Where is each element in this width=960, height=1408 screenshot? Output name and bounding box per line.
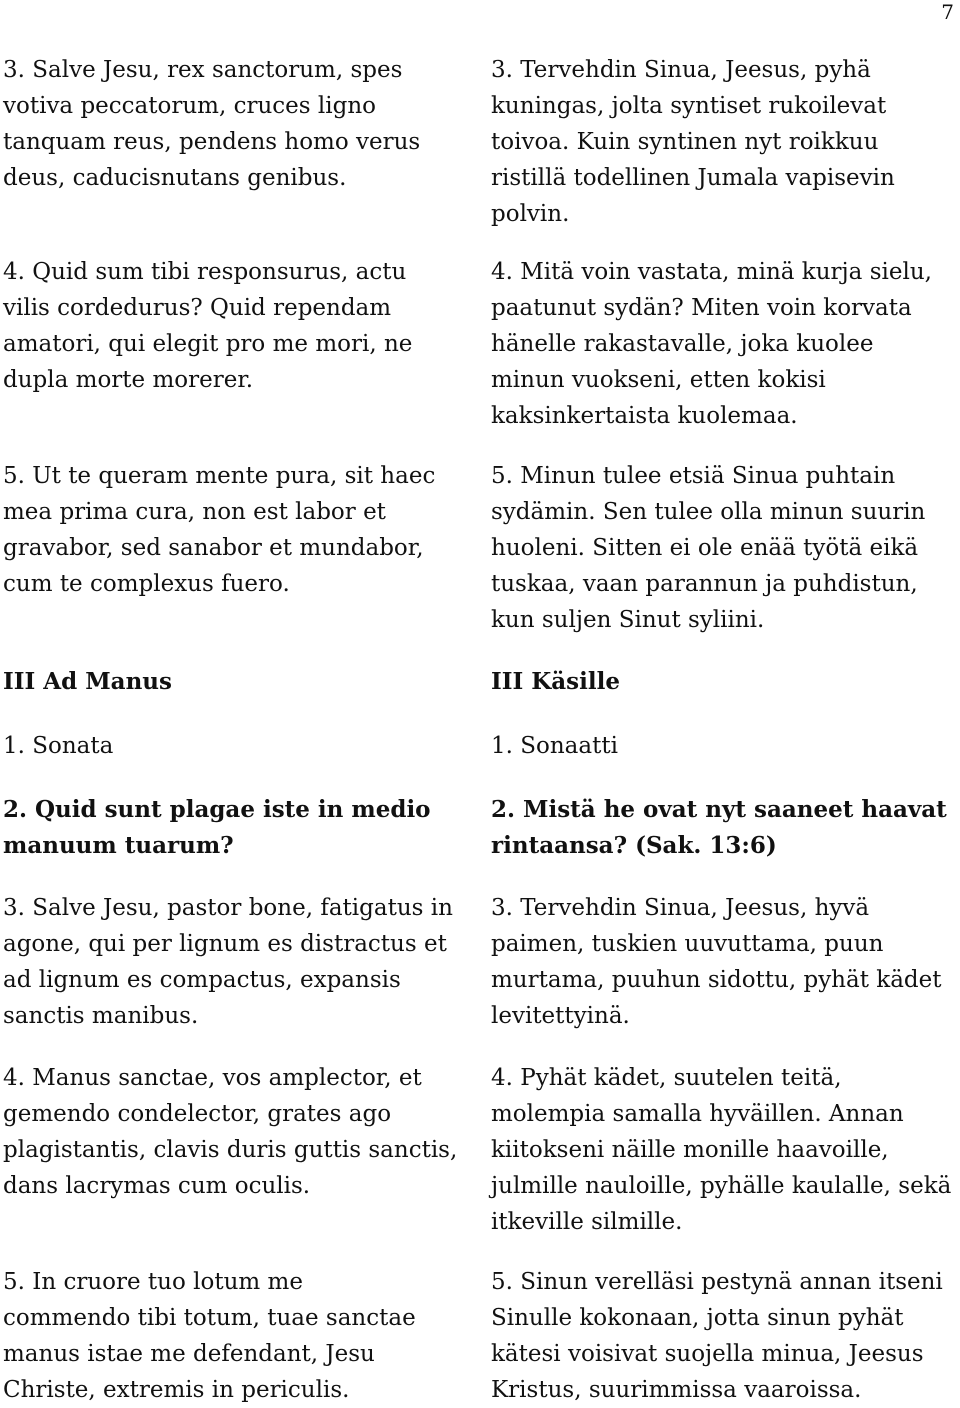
latin-stanza-4: 4. Quid sum tibi responsurus, actu vilis cordedurus? Quid rependam amatori, qui elegit pro me mori, ne dupla morte morerer.	[3, 259, 413, 393]
page-number: 7	[941, 0, 954, 24]
latin-section-heading: III Ad Manus	[3, 668, 172, 695]
finnish-stanza-2: 2. Mistä he ovat nyt saaneet haavat rintaansa? (Sak. 13:6)	[491, 796, 947, 859]
finnish-stanza-4b: 4. Pyhät kädet, suutelen teitä, molempia samalla hyväillen. Annan kiitokseni näille monille haavoille, julmille nauloille, pyhälle kaulalle, sekä itkeville silmille.	[491, 1065, 952, 1235]
finnish-stanza-4: 4. Mitä voin vastata, minä kurja sielu, paatunut sydän? Miten voin korvata hänelle rakastavalle, joka kuolee minun vuokseni, etten kokisi kaksinkertaista kuolemaa.	[491, 259, 932, 429]
finnish-stanza-5b: 5. Sinun verelläsi pestynä annan itseni Sinulle kokonaan, jotta sinun pyhät kätesi voisivat suojella minua, Jeesus Kristus, suurimmissa vaaroissa.	[491, 1269, 943, 1403]
latin-sonata: 1. Sonata	[3, 733, 114, 759]
latin-stanza-4b: 4. Manus sanctae, vos amplector, et gemendo condelector, grates ago plagistantis, clavis duris guttis sanctis, dans lacrymas cum oculis.	[3, 1065, 458, 1199]
latin-stanza-5: 5. Ut te queram mente pura, sit haec mea prima cura, non est labor et gravabor, sed sanabor et mundabor, cum te complexus fuero.	[3, 463, 436, 597]
finnish-stanza-3: 3. Tervehdin Sinua, Jeesus, pyhä kuningas, jolta syntiset rukoilevat toivoa. Kuin syntinen nyt roikkuu ristillä todellinen Jumala vapisevin polvin.	[491, 57, 895, 227]
latin-stanza-2: 2. Quid sunt plagae iste in medio manuum tuarum?	[3, 796, 431, 859]
latin-stanza-3: 3. Salve Jesu, rex sanctorum, spes votiva peccatorum, cruces ligno tanquam reus, pendens homo verus deus, caducisnutans genibus.	[3, 57, 421, 191]
finnish-section-heading: III Käsille	[491, 668, 620, 695]
finnish-sonata: 1. Sonaatti	[491, 733, 618, 759]
latin-stanza-3b: 3. Salve Jesu, pastor bone, fatigatus in agone, qui per lignum es distractus et ad lignum es compactus, expansis sanctis manibus.	[3, 895, 453, 1029]
finnish-stanza-3b: 3. Tervehdin Sinua, Jeesus, hyvä paimen, tuskien uuvuttama, puun murtama, puuhun sidottu, pyhät kädet levitettyinä.	[491, 895, 942, 1029]
latin-stanza-5b: 5. In cruore tuo lotum me commendo tibi totum, tuae sanctae manus istae me defendant, Jesu Christe, extremis in periculis.	[3, 1269, 416, 1403]
finnish-stanza-5: 5. Minun tulee etsiä Sinua puhtain sydämin. Sen tulee olla minun suurin huoleni. Sitten ei ole enää työtä eikä tuskaa, vaan parannun ja puhdistun, kun suljen Sinut syliini.	[491, 463, 926, 633]
